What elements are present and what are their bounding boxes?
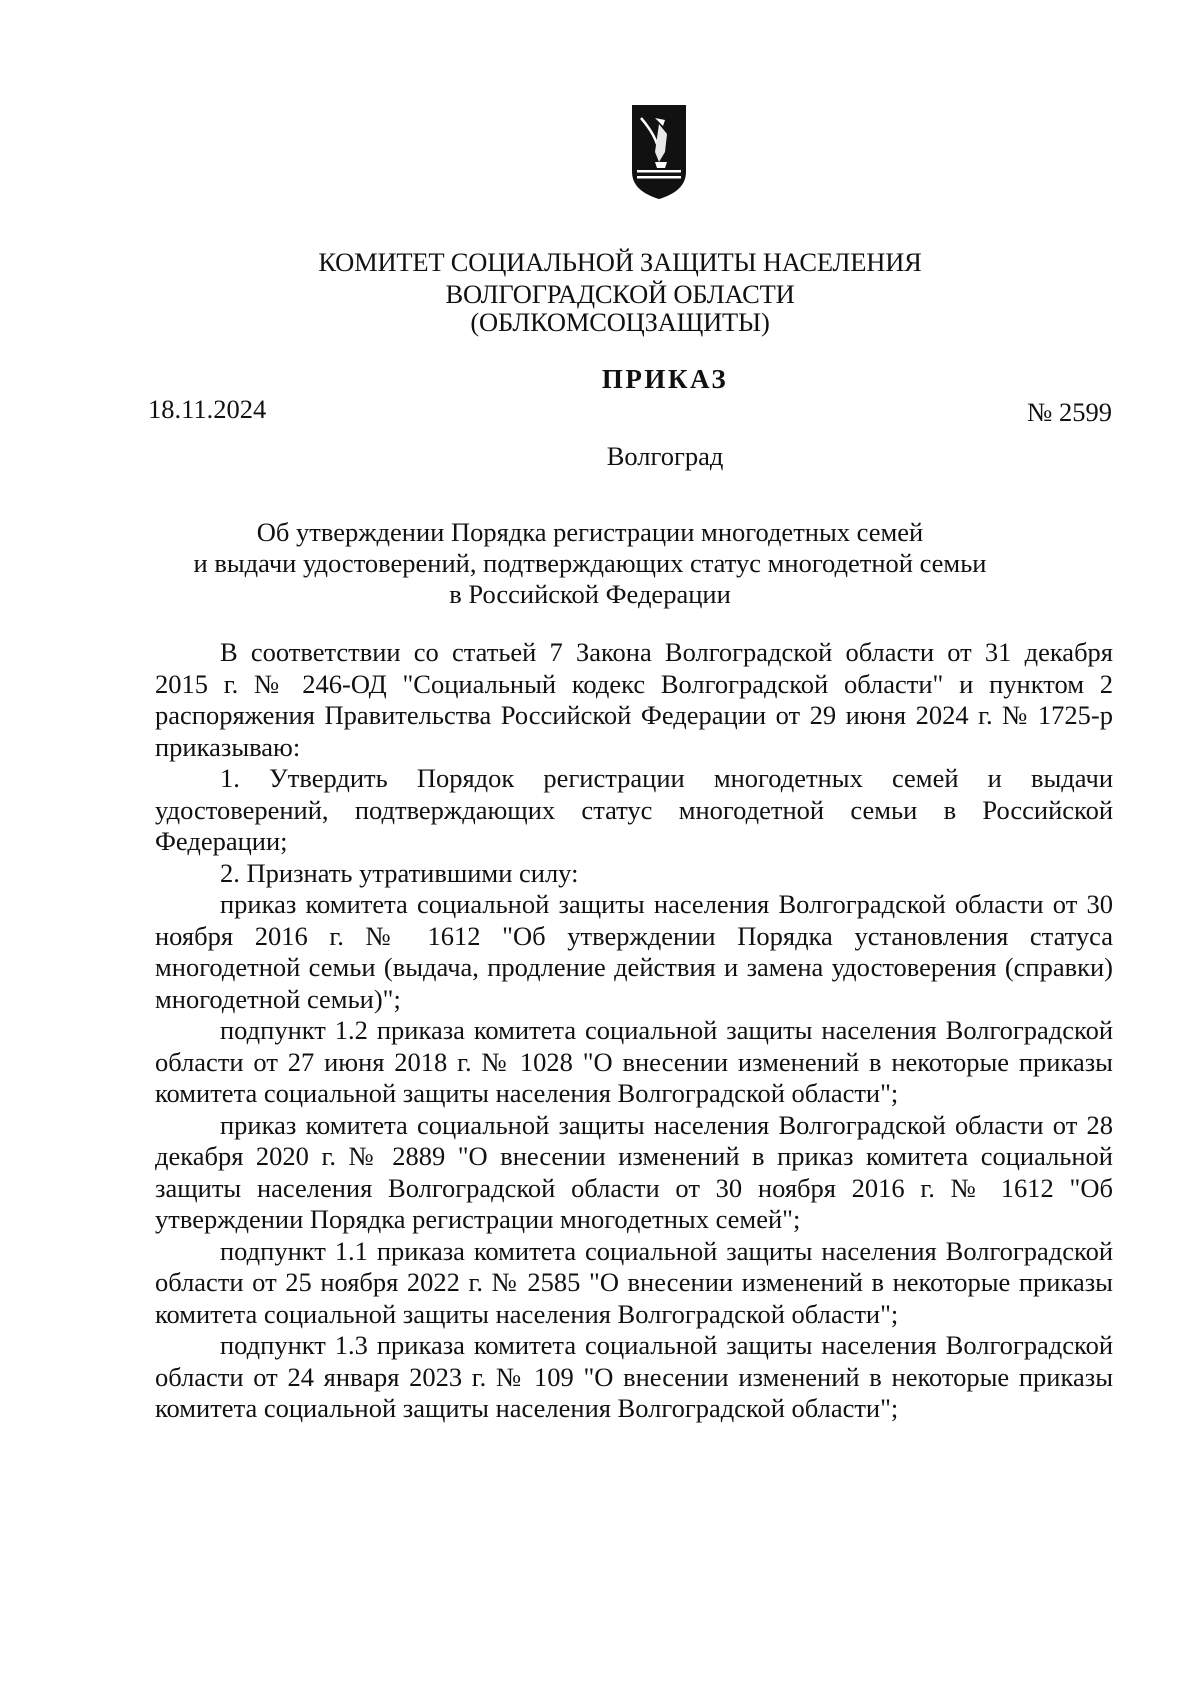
organization-abbreviation: (ОБЛКОМСОЦЗАЩИТЫ) [470, 307, 770, 337]
document-title [160, 517, 1020, 610]
document-type-heading: ПРИКАЗ [601, 364, 729, 394]
item-1-paragraph: 1. Утвердить Порядок регистрации многодетных семей и выдачи удостоверений, подтверждающих статус многодетной семьи в Российской Федерации; [155, 763, 1113, 856]
document-body [155, 637, 1113, 1425]
document-title-line-3: в Российской Федерации [449, 579, 731, 609]
repealed-act-paragraph: приказ комитета социальной защиты населения Волгоградской области от 28 декабря 2020 г. № 2889 "О внесении изменений в приказ комитета социальной защиты населения Волгоградской области от 30 ноября 2016 г. № 1612 "Об утверждении Порядка регистрации многодетных семей"; [155, 1109, 1113, 1234]
document-date: 18.11.2024 [148, 394, 267, 424]
repealed-act-paragraph: приказ комитета социальной защиты населения Волгоградской области от 30 ноября 2016 г. № 1612 "Об утверждении Порядка установления статуса многодетной семьи (выдача, продление действия и замена удостоверения (справки) многодетной семьи)"; [155, 889, 1113, 1014]
organization-name-line-2: ВОЛГОГРАДСКОЙ ОБЛАСТИ [445, 279, 795, 309]
organization-name-line-1: КОМИТЕТ СОЦИАЛЬНОЙ ЗАЩИТЫ НАСЕЛЕНИЯ [318, 247, 922, 277]
repealed-act-paragraph: подпункт 1.2 приказа комитета социальной защиты населения Волгоградской области от 27 июня 2018 г. № 1028 "О внесении изменений в некоторые приказы комитета социальной защиты населения Волгоградской области"; [155, 1015, 1113, 1108]
item-2-paragraph: 2. Признать утратившими силу: [220, 857, 579, 888]
document-title-line-1: Об утверждении Порядка регистрации многодетных семей [256, 517, 924, 547]
document-city: Волгоград [606, 441, 724, 471]
preamble-paragraph: В соответствии со статьей 7 Закона Волгоградской области от 31 декабря 2015 г. № 246-ОД "Социальный кодекс Волгоградской области" и пунктом 2 распоряжения Правительства Российской Федерации от 29 июня 2024 г. № 1725-р приказываю: [155, 637, 1113, 762]
repealed-act-paragraph: подпункт 1.3 приказа комитета социальной защиты населения Волгоградской области от 24 января 2023 г. № 109 "О внесении изменений в некоторые приказы комитета социальной защиты населения Волгоградской области"; [155, 1330, 1113, 1423]
document-number: № 2599 [1027, 397, 1112, 427]
document-title-line-2: и выдачи удостоверений, подтверждающих статус многодетной семьи [193, 548, 987, 578]
repealed-act-paragraph: подпункт 1.1 приказа комитета социальной защиты населения Волгоградской области от 25 ноября 2022 г. № 2585 "О внесении изменений в некоторые приказы комитета социальной защиты населения Волгоградской области"; [155, 1235, 1113, 1329]
volgograd-emblem-icon [631, 104, 687, 200]
